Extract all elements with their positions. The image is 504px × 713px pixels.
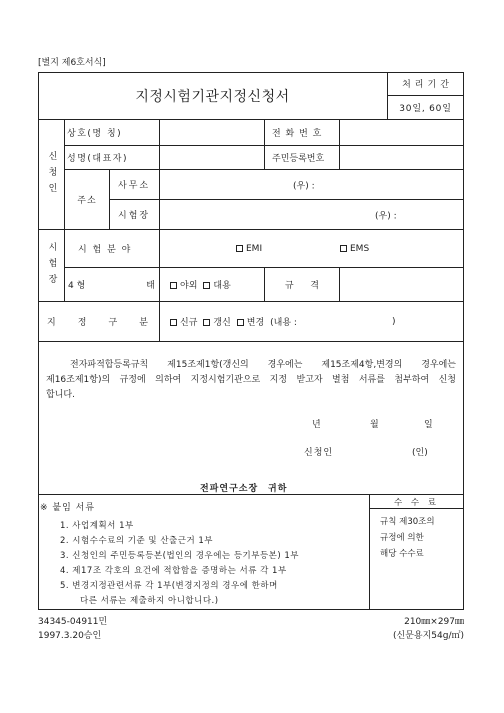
ems-option[interactable] <box>340 244 369 254</box>
recipient-honorific: 귀하 <box>268 484 288 494</box>
phone-label: 전 화 번 호 <box>272 129 323 139</box>
processing-period-label-cell <box>388 72 464 96</box>
address-label-cell <box>65 170 110 230</box>
emi-option[interactable] <box>236 244 262 254</box>
list-item-continuation: 다른 서류는 제출하지 아니합니다.) <box>80 596 219 606</box>
footer-paper-size: 210㎜×297㎜ <box>404 617 464 627</box>
signature-seal: (인) <box>412 448 428 458</box>
date-month-label: 월 <box>370 420 379 430</box>
emi-label: EMI <box>246 243 263 254</box>
list-item: 3. 신청인의 주민등록등본(법인의 경우에는 등기부등본) 1부 <box>60 551 300 561</box>
fee-label-cell <box>370 495 464 509</box>
date-year-label: 년 <box>312 420 321 430</box>
designation-label-cell <box>38 302 160 342</box>
phone-label-cell <box>265 120 340 146</box>
declaration-line-3: 합니다. <box>46 390 75 400</box>
fee-description <box>380 514 435 562</box>
trade-name-label-cell <box>65 120 160 146</box>
phone-field[interactable] <box>340 120 464 146</box>
standard-field[interactable] <box>340 268 464 302</box>
footer-approval: 1997.3.20승인 <box>38 631 102 641</box>
substitute-label: 대용 <box>213 281 231 291</box>
representative-label: 성명(대표자) <box>67 154 128 164</box>
office-address-field[interactable] <box>160 170 464 200</box>
trade-name-label: 상호(명 칭) <box>67 129 123 139</box>
signature-applicant-label: 신청인 <box>304 448 334 458</box>
change-checkbox[interactable] <box>237 319 244 326</box>
ems-checkbox[interactable] <box>340 245 347 252</box>
attachments-list <box>60 519 299 609</box>
footer-paper-type: (신문용지54g/㎡) <box>393 631 464 641</box>
address-label: 주소 <box>77 196 97 206</box>
test-site-section-label: 시험장 <box>46 241 57 290</box>
renewal-option[interactable] <box>203 315 230 328</box>
test-site-address-label: 시험장 <box>118 211 151 221</box>
form-number: [별지 제6호서식] <box>38 58 106 68</box>
standard-label-cell <box>265 268 340 302</box>
type-label-left: 4 형 <box>68 281 86 291</box>
applicant-section-label: 신청인 <box>46 150 57 199</box>
list-item: 1. 사업계획서 1부 <box>60 521 134 531</box>
fee-line: 해당 수수료 <box>380 549 424 559</box>
fee-label: 수 수 료 <box>393 497 440 508</box>
date-day-label: 일 <box>424 420 433 430</box>
declaration-line-2: 제16조제1항)의 규정에 의하여 지정시험기관으로 지정 받고자 별첨 서류를 첨부하여 신청 <box>46 375 456 385</box>
declaration-paragraph <box>46 358 456 403</box>
outdoor-checkbox[interactable] <box>170 282 177 289</box>
outdoor-label: 야외 <box>180 281 198 291</box>
test-site-address-label-cell <box>110 200 160 230</box>
designation-options <box>160 302 464 342</box>
trade-name-field[interactable] <box>160 120 265 146</box>
test-site-address-field[interactable] <box>160 200 464 230</box>
renewal-label: 갱신 <box>213 318 231 328</box>
standard-label: 규 격 <box>285 281 319 291</box>
applicant-section-label-cell <box>38 120 65 230</box>
recipient: 전파연구소장 <box>200 484 259 494</box>
substitute-option[interactable] <box>203 278 230 291</box>
new-option[interactable] <box>170 315 197 328</box>
fee-line: 규정에 의한 <box>380 533 424 543</box>
fee-body <box>370 509 464 610</box>
office-postal-label: (우) : <box>293 181 315 191</box>
change-label: 변경 <box>246 318 265 328</box>
emi-checkbox[interactable] <box>236 245 243 252</box>
declaration-line-1: 전자파적합등록규칙 제15조제1항(갱신의 경우에는 제15조제4항,변경의 경우에는 <box>70 360 456 370</box>
renewal-checkbox[interactable] <box>203 319 210 326</box>
title-cell <box>38 72 388 120</box>
resident-number-label-cell <box>265 146 340 170</box>
processing-period-value-cell <box>388 96 464 120</box>
ems-label: EMS <box>350 243 370 254</box>
change-detail-close: ) <box>392 316 396 327</box>
attachments-heading: ※ 붙임 서류 <box>40 503 96 513</box>
outdoor-option[interactable] <box>170 278 197 291</box>
test-site-postal-label: (우) : <box>375 211 397 221</box>
type-options <box>160 268 265 302</box>
list-item: 5. 변경지정관련서류 각 1부(변경지정의 경우에 한하며 <box>60 581 278 591</box>
declaration-area <box>38 342 464 495</box>
resident-number-field[interactable] <box>340 146 464 170</box>
fee-line: 규칙 제30조의 <box>380 517 435 527</box>
representative-field[interactable] <box>160 146 265 170</box>
test-site-section-label-cell <box>38 230 65 302</box>
type-label-cell <box>65 268 160 302</box>
substitute-checkbox[interactable] <box>203 282 210 289</box>
processing-period-label: 처리기간 <box>402 80 453 90</box>
type-label-right: 태 <box>146 281 155 291</box>
resident-number-label: 주민등록번호 <box>272 154 325 164</box>
office-label: 사무소 <box>118 181 151 191</box>
test-field-options <box>160 230 464 268</box>
office-label-cell <box>110 170 160 200</box>
designation-label: 지 정 구 분 <box>47 318 148 328</box>
form-title: 지정시험기관지정신청서 <box>135 88 290 105</box>
new-label: 신규 <box>180 318 198 328</box>
change-detail-open: (내용 : <box>270 318 297 328</box>
attachments-area <box>38 495 370 610</box>
processing-period-value: 30일, 60일 <box>399 104 452 114</box>
test-field-label-cell <box>65 230 160 268</box>
list-item: 4. 제17조 각호의 요건에 적합함을 증명하는 서류 각 1부 <box>60 566 287 576</box>
new-checkbox[interactable] <box>170 319 177 326</box>
representative-label-cell <box>65 146 160 170</box>
list-item: 2. 시험수수료의 기준 및 산출근거 1부 <box>60 536 213 546</box>
test-field-label: 시 험 분 야 <box>78 245 132 255</box>
footer-code: 34345-04911민 <box>38 617 108 627</box>
change-option[interactable] <box>237 315 264 328</box>
